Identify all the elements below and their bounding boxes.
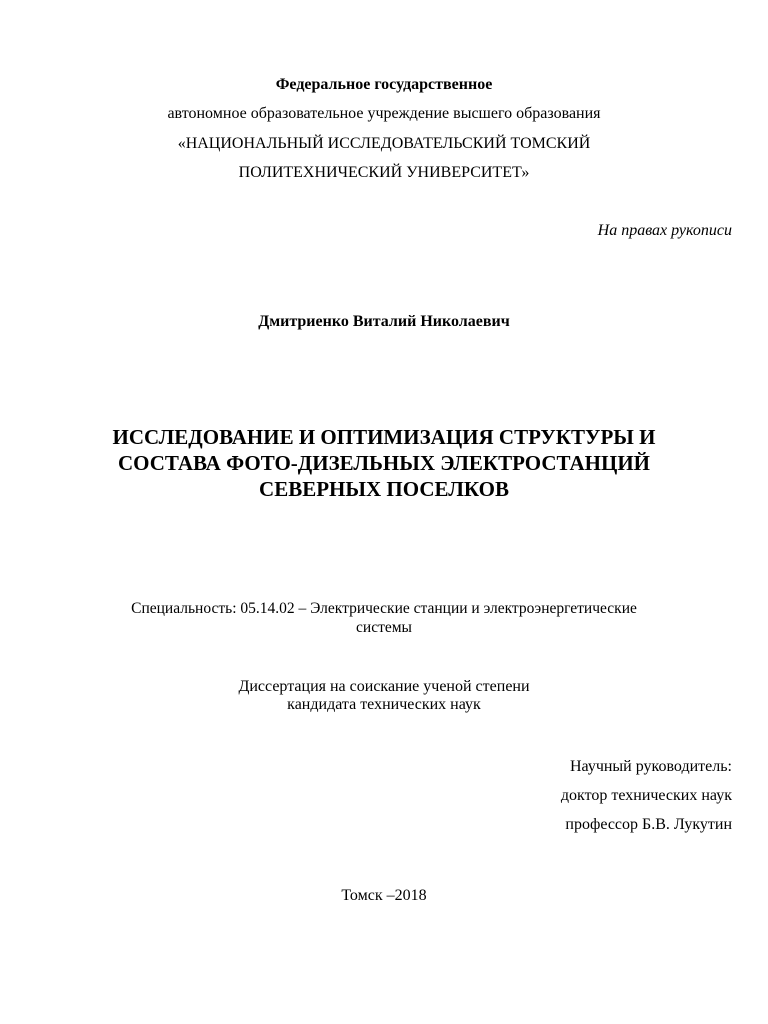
organization-line-4: ПОЛИТЕХНИЧЕСКИЙ УНИВЕРСИТЕТ» <box>238 164 530 181</box>
specialty-line-2: системы <box>356 619 412 636</box>
specialty-line-1 <box>0 599 768 618</box>
dissertation-title-line-3: СЕВЕРНЫХ ПОСЕЛКОВ <box>259 477 509 501</box>
manuscript-note: На правах рукописи <box>597 222 732 239</box>
degree-line-2: кандидата технических наук <box>287 696 481 713</box>
degree-line-1: Диссертация на соискание ученой степени <box>238 678 530 695</box>
dissertation-title-line-1: ИССЛЕДОВАНИЕ И ОПТИМИЗАЦИЯ СТРУКТУРЫ И <box>112 425 656 449</box>
specialty-label: Специальность: <box>131 600 237 617</box>
dissertation-title-line-2: СОСТАВА ФОТО-ДИЗЕЛЬНЫХ ЭЛЕКТРОСТАНЦИЙ <box>117 451 651 475</box>
author-name: Дмитриенко Виталий Николаевич <box>258 313 510 330</box>
supervisor-degree: доктор технических наук <box>560 787 732 804</box>
place-year: Томск –2018 <box>341 887 427 904</box>
specialty-value: 05.14.02 – Электрические станции и электроэнергетические <box>236 600 637 617</box>
organization-line-2: автономное образовательное учреждение высшего образования <box>167 105 601 122</box>
organization-line-1: Федеральное государственное <box>275 76 493 93</box>
supervisor-heading: Научный руководитель: <box>569 758 732 775</box>
organization-line-3: «НАЦИОНАЛЬНЫЙ ИССЛЕДОВАТЕЛЬСКИЙ ТОМСКИЙ <box>177 135 591 152</box>
supervisor-name: профессор Б.В. Лукутин <box>565 816 732 833</box>
